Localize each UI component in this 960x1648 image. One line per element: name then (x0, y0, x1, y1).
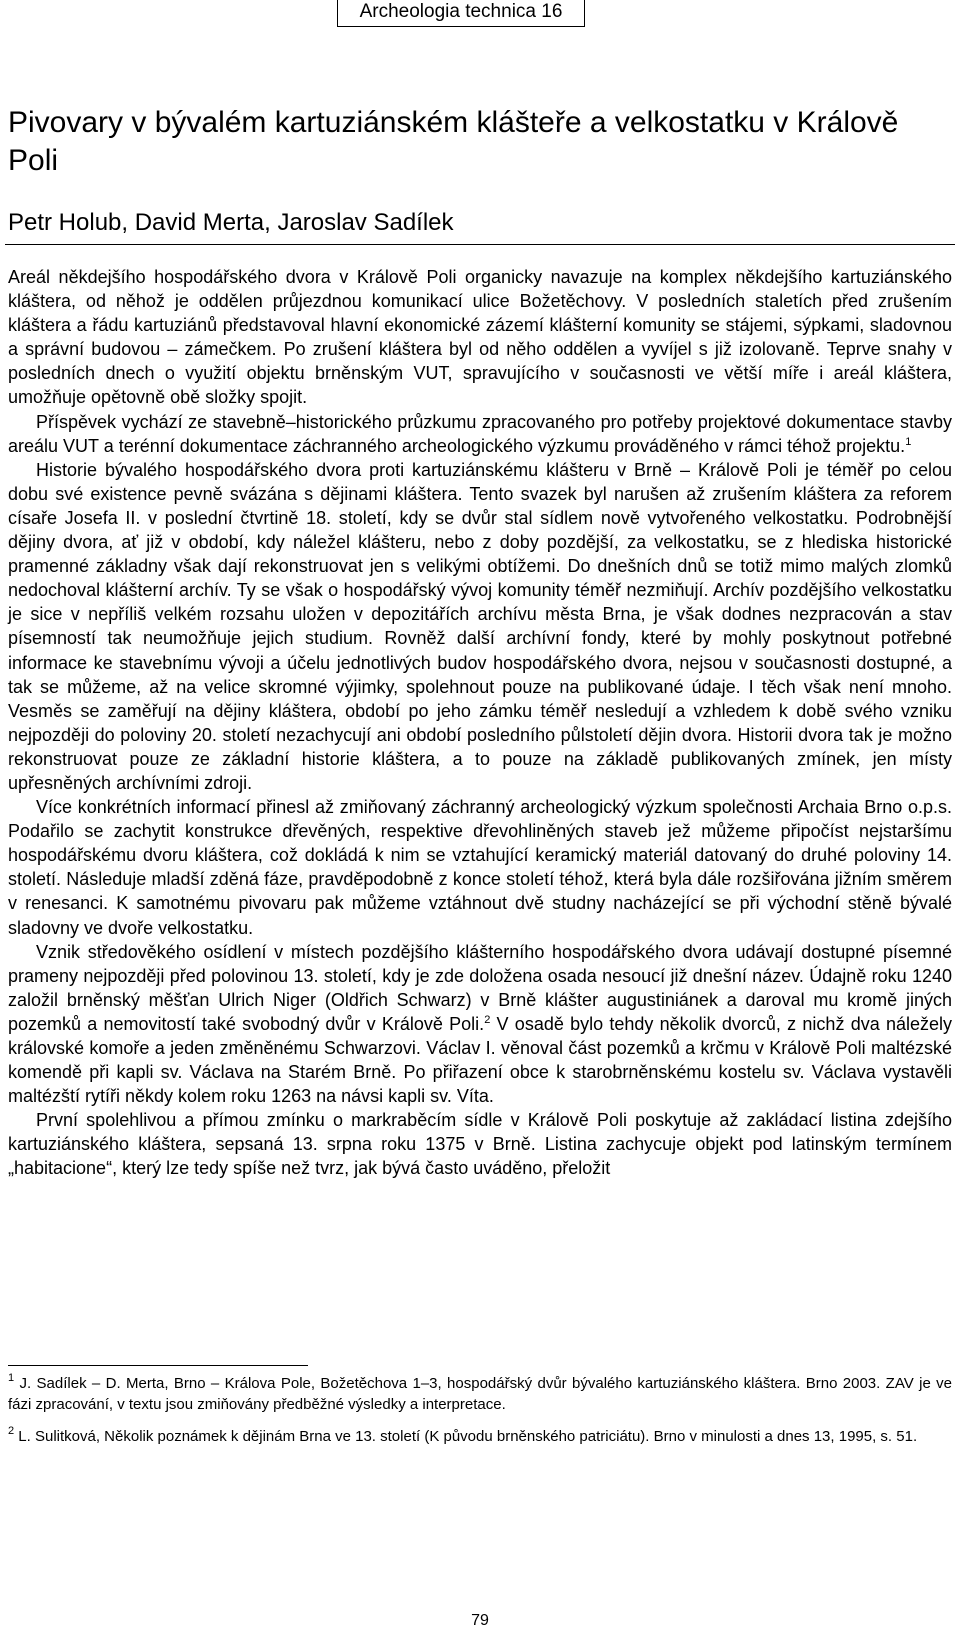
article-body (8, 265, 952, 1181)
footnote-separator (8, 1365, 308, 1366)
article-title: Pivovary v bývalém kartuziánském klášteře a velkostatku v Králově Poli (8, 106, 899, 177)
paragraph: Více konkrétních informací přinesl až zmiňovaný záchranný archeologický výzkum společnosti Archaia Brno o.p.s. Podařilo se zachytit konstrukce dřevěných, respektive dřevohliněných staveb jež můžeme připočíst nejstaršímu hospodářskému dvoru kláštera, což dokládá k nim se vztahující keramický materiál datovaný do druhé poloviny 14. století. Následuje mladší zděná fáze, pravděpodobně z konce století téhož, která byla dále rozšiřována jižním směrem v renesanci. K samotnému pivovaru pak můžeme vztáhnout dvě studny nacházející se při východní stěně bývalé sladovny ve dvoře velkostatku. (8, 797, 952, 938)
footnote-number: 2 (8, 1425, 15, 1437)
footnote: $^2$ L. Sulitková, Několik poznámek k dějinám Brna ve 13. století (K původu brněnského patriciátu). Brno v minulosti a dnes 13, 1995, s. 51. (8, 1425, 918, 1445)
paragraph: Areál někdejšího hospodářského dvora v Králově Poli organicky navazuje na komplex někdejšího kartuziánského kláštera, od něhož je oddělen průjezdnou komunikací ulice Božetěchovy. V posledních staletích před zrušením kláštera a řádu kartuziánů představoval hlavní ekonomické zázemí klášterní komunity se stájemi, sýpkami, sladovnou a správní budovou – zámečkem. Po zrušení kláštera byl od něho oddělen a vyvíjel s již izolovaně. Teprve snahy v posledních dnech o využití objektu brněnským VUT, spravujícího v současnosti ve větší míře i areál kláštera, umožňuje opětovně obě složky spojit. (8, 267, 952, 408)
article-authors: Petr Holub, David Merta, Jaroslav Sadílek (8, 209, 454, 236)
footnote-ref: 2 (484, 1013, 491, 1026)
footnote: $^1$ J. Sadílek – D. Merta, Brno – Králova Pole, Božetěchova 1–3, hospodářský dvůr bývalého kartuziánského kláštera. Brno 2003. ZAV je ve fázi zpracování, v textu jsou zmiňovány předběžné výsledky a interpretace. (8, 1372, 952, 1413)
page-number: 79 (471, 1612, 489, 1629)
footnote-number: 1 (8, 1372, 15, 1384)
paragraph: Historie bývalého hospodářského dvora proti kartuziánskému klášteru v Brně – Králově Poli je téměř po celou dobu své existence pevně svázána s dějinami kláštera. Tento svazek byl narušen až zrušením kláštera za reforem císaře Josefa II. v poslední čtvrtině 18. století, kdy se dvůr stal sídlem nově vytvořeného velkostatku. Podrobnější dějiny dvora, ať již v období, kdy náležel klášteru, nebo z doby pozdější, za velkostatku, se z hlediska historické pramenné základny však dají rekonstruovat jen s velikými obtížemi. Do dnešních dnů se totiž mimo malých zlomků nedochoval klášterní archív. Ty se však o hospodářský vývoj komunity téměř nezmiňují. Archív pozdějšího velkostatku je sice v nepříliš velkém rozsahu uložen v depozitářích archívu města Brna, je však dodnes nezpracován a stav písemností tak neumožňuje jejich studium. Rovněž další archívní fondy, které by mohly poskytnout potřebné informace ke stavebnímu vývoji a účelu jednotlivých budov hospodářského dvora, nejsou v současnosti dostupné, a tak se můžeme, až na velice skromné výjimky, spolehnout pouze na publikované údaje. I těch však není mnoho. Vesměs se zaměřují na dějiny kláštera, období po jeho zámku téměř nesledují a vzhledem k době svého vzniku nejpozději do poloviny 20. století nezachycují ani období posledního půlstoletí dějin dvora. Historii dvora tak je možno rekonstruovat pouze ze základní historie kláštera, a to pouze na základě publikovaných zmínek, jen místy upřesněných archívními zdroji. (8, 459, 952, 793)
title-rule (5, 244, 955, 245)
paragraph: Vznik středověkého osídlení v místech pozdějšího klášterního hospodářského dvora udávají dostupné písemné prameny nejpozději před polovinou 13. století, kdy je zde doložena osada nesoucí již dnešní název. Údajně roku 1240 založil brněnský měšťan Ulrich Niger (Oldřich Schwarz) v Brně klášter augustiniánek a daroval mu kromě jiných pozemků a nemovitostí také svobodný dvůr v Králově Poli.$^2$ V osadě bylo tehdy několik dvorců, z nichž dva náležely královské komoře a jeden změněnému Schwarzovi. Václav I. věnoval část pozemků a krčmu v Králově Poli maltézské komendě při kapli sv. Václava na Starém Brně. Po přiřazení obce k starobrněnskému kostelu sv. Václava vystavěli maltézští rytíři někdy kolem roku 1263 na návsi kapli sv. Víta. (8, 941, 952, 1107)
paragraph: První spolehlivou a přímou zmínku o markraběcím sídle v Králově Poli poskytuje až zakládací listina zdejšího kartuziánského kláštera, sepsaná 13. srpna roku 1375 v Brně. Listina zachycuje objekt pod latinským termínem „habitacione“, který lze tedy spíše než tvrz, jak bývá často uváděno, přeložit (8, 1110, 952, 1179)
footnote-ref: 1 (905, 435, 912, 448)
footnotes (8, 1374, 952, 1460)
paragraph: Příspěvek vychází ze stavebně–historického průzkumu zpracovaného pro potřeby projektové dokumentace stavby areálu VUT a terénní dokumentace záchranného archeologického výzkumu prováděného v rámci téhož projektu.$^1$ (8, 411, 952, 456)
running-header: Archeologia technica 16 (337, 0, 585, 27)
